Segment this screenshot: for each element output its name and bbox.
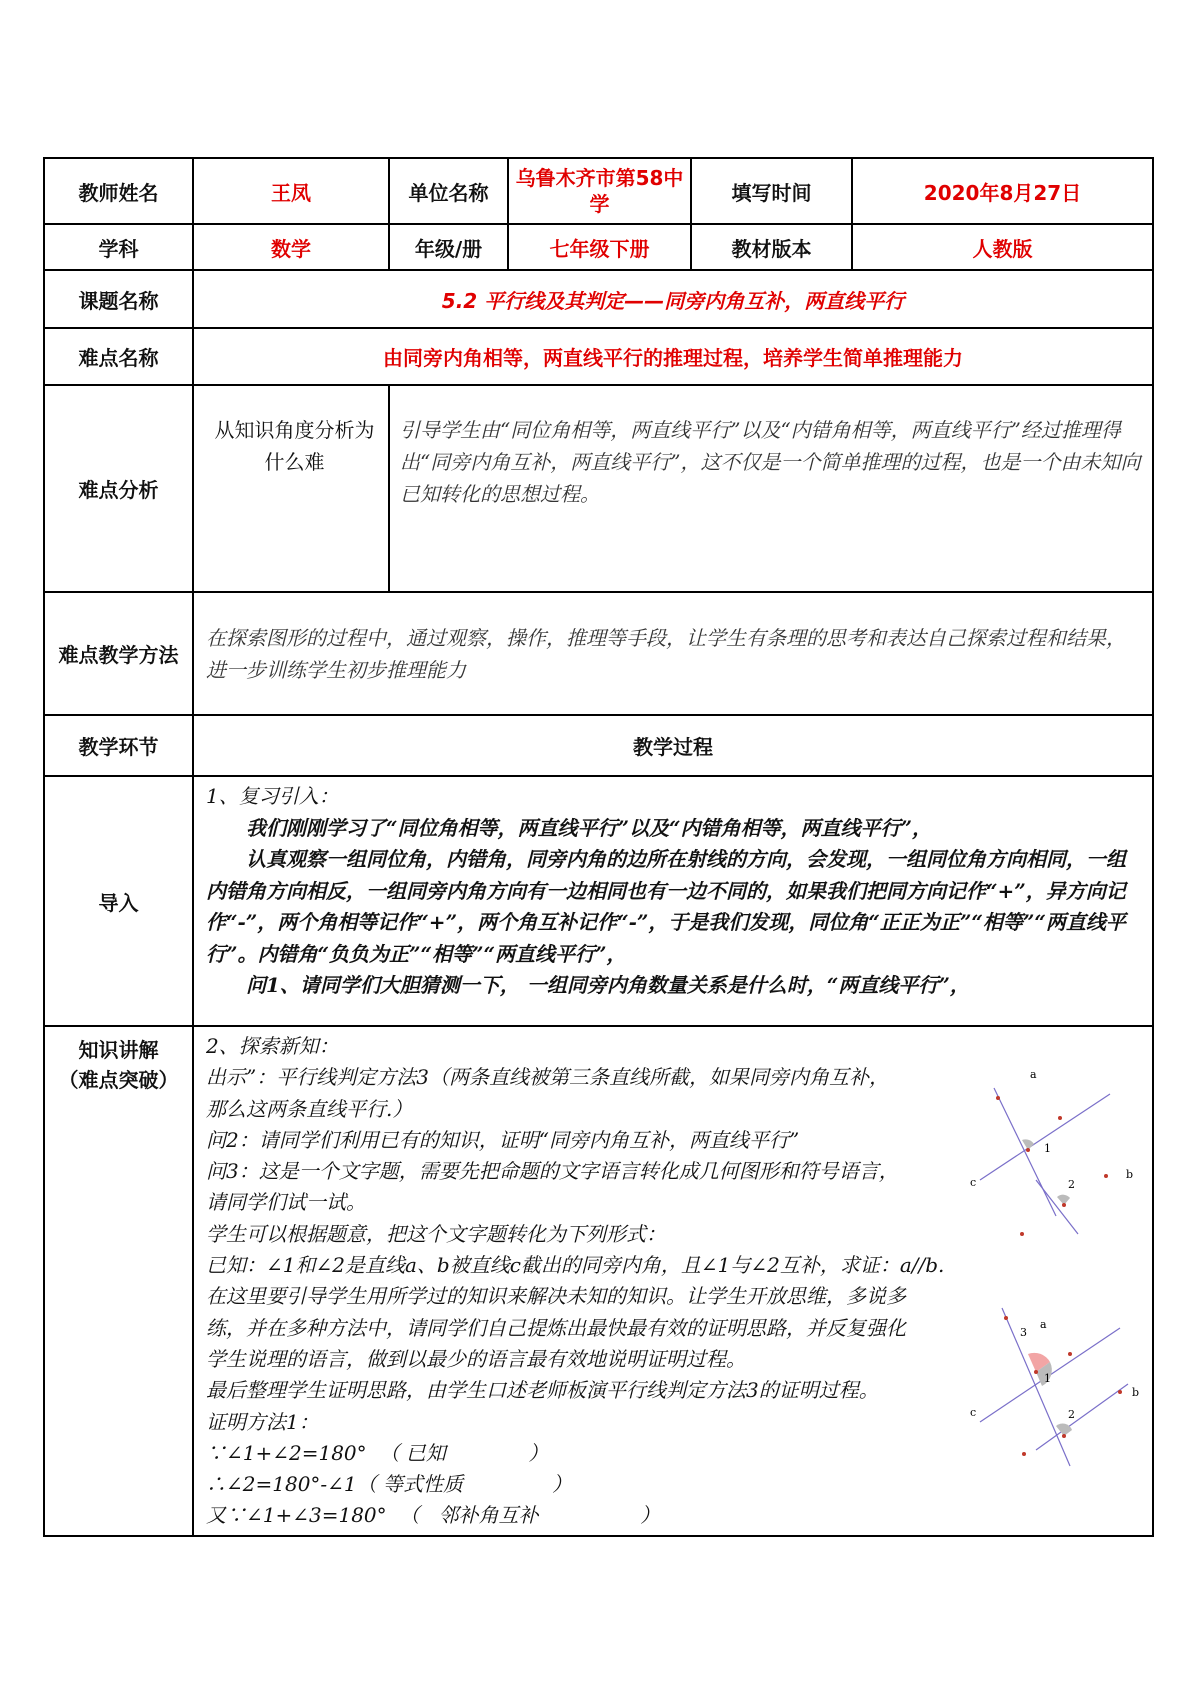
line-c — [980, 1094, 1110, 1180]
intro-line-1: 1、复习引入： — [206, 784, 339, 808]
knowledge-line: 出示”：平行线判定方法3（两条直线被第三条直线所截，如果同旁内角互补， — [206, 1065, 889, 1090]
knowledge-line: 证明方法1： — [206, 1409, 319, 1434]
knowledge-line: 学生可以根据题意，把这个文字题转化为下列形式： — [206, 1221, 666, 1246]
point — [1062, 1203, 1066, 1207]
intro-row — [44, 776, 1153, 1026]
analysis-sublabel: 从知识角度分析为什么难 — [201, 385, 389, 592]
knowledge-line: 问3：这是一个文字题，需要先把命题的文字语言转化成几何图形和符号语言， — [206, 1159, 899, 1184]
point — [1062, 1434, 1066, 1438]
fig2-label-c: c — [970, 1406, 977, 1419]
fig1-label-b: b — [1126, 1168, 1134, 1181]
difficulty-row — [44, 328, 1153, 385]
topic-value: 5.2 平行线及其判定——同旁内角互补，两直线平行 — [193, 270, 1153, 328]
intro-label: 导入 — [44, 776, 193, 1026]
edition-label: 教材版本 — [691, 224, 852, 270]
difficulty-value: 由同旁内角相等，两直线平行的推理过程，培养学生简单推理能力 — [193, 328, 1153, 385]
analysis-text: 引导学生由“同位角相等，两直线平行”以及“内错角相等，两直线平行”经过推理得出“同旁内角互补，两直线平行”，这不仅是一个简单推理的过程，也是一个由未知向已知转化的思想过程。 — [389, 385, 1153, 592]
point — [1118, 1390, 1122, 1394]
date-value: 2020年8月27日 — [852, 158, 1153, 224]
knowledge-line: 学生说理的语言，做到以最少的语言最有效地说明证明过程。 — [206, 1346, 746, 1371]
intro-content — [193, 776, 1153, 1026]
knowledge-line: ∴∠2=180°-∠1（ 等式性质 ） — [206, 1472, 573, 1497]
method-text: 在探索图形的过程中，通过观察，操作，推理等手段，让学生有条理的思考和表达自己探索过程和结果，进一步训练学生初步推理能力 — [193, 592, 1153, 715]
point — [1026, 1148, 1030, 1152]
parallel-lines-figure-1 — [960, 1058, 1140, 1238]
analysis-row — [44, 385, 1153, 592]
knowledge-label-2: （难点突破） — [58, 1068, 179, 1092]
line-c — [1036, 1384, 1128, 1450]
point — [1034, 1370, 1038, 1374]
unit-value: 乌鲁木齐市第58中学 — [508, 158, 691, 224]
header-row-1 — [44, 158, 1153, 224]
knowledge-line: 请同学们试一试。 — [206, 1190, 366, 1215]
process-label: 教学环节 — [44, 715, 193, 776]
header-row-2 — [44, 224, 1153, 270]
fig2-label-1: 1 — [1044, 1372, 1051, 1385]
knowledge-label-1: 知识讲解 — [78, 1038, 159, 1062]
fig2-label-3: 3 — [1020, 1326, 1027, 1339]
topic-label: 课题名称 — [44, 270, 193, 328]
knowledge-line: 那么这两条直线平行.） — [206, 1096, 413, 1121]
knowledge-line: ∵∠1+∠2=180° （ 已知 ） — [206, 1440, 549, 1465]
knowledge-line: 练，并在多种方法中，请同学们自己提炼出最快最有效的证明思路，并反复强化 — [206, 1315, 906, 1340]
fig1-label-c: c — [970, 1176, 977, 1189]
parallel-lines-figure-2 — [970, 1298, 1150, 1478]
fig1-label-1: 1 — [1044, 1142, 1051, 1155]
point — [1104, 1174, 1108, 1178]
point — [1022, 1452, 1026, 1456]
teacher-label: 教师姓名 — [44, 158, 193, 224]
method-row — [44, 592, 1153, 715]
process-title: 教学过程 — [193, 715, 1153, 776]
difficulty-label: 难点名称 — [44, 328, 193, 385]
grade-label: 年级/册 — [389, 224, 508, 270]
edition-value: 人教版 — [852, 224, 1153, 270]
fig2-label-a: a — [1040, 1318, 1047, 1331]
intro-line-2: 我们刚刚学习了“同位角相等，两直线平行”以及“内错角相等，两直线平行”， — [246, 815, 933, 840]
topic-row — [44, 270, 1153, 328]
knowledge-label-cell — [44, 1026, 193, 1536]
method-label: 难点教学方法 — [44, 592, 193, 715]
point — [1004, 1316, 1008, 1320]
intro-line-3: 问1、请同学们大胆猜测一下， 一组同旁内角数量关系是什么时，“两直线平行”， — [246, 973, 970, 997]
knowledge-line: 又∵∠1+∠3=180° （ 邻补角互补 ） — [206, 1503, 661, 1528]
knowledge-line: 在这里要引导学生用所学过的知识来解决未知的知识。让学生开放思维，多说多 — [206, 1284, 906, 1309]
line-a — [1002, 1308, 1070, 1466]
grade-value: 七年级下册 — [508, 224, 691, 270]
unit-label: 单位名称 — [389, 158, 508, 224]
point — [1058, 1116, 1062, 1120]
subject-value: 数学 — [193, 224, 389, 270]
date-label: 填写时间 — [691, 158, 852, 224]
fig1-label-a: a — [1030, 1068, 1037, 1081]
knowledge-line: 问2：请同学们利用已有的知识，证明“同旁内角互补，两直线平行” — [206, 1127, 800, 1152]
knowledge-line: 已知：∠1和∠2是直线a、b被直线c截出的同旁内角，且∠1与∠2互补，求证：a//b. — [206, 1253, 945, 1278]
fig1-label-2: 2 — [1068, 1178, 1075, 1191]
analysis-label: 难点分析 — [44, 385, 193, 592]
point — [1020, 1232, 1024, 1236]
knowledge-line: 2、探索新知： — [206, 1034, 339, 1058]
analysis-spacer — [193, 385, 201, 592]
subject-label: 学科 — [44, 224, 193, 270]
point — [996, 1096, 1000, 1100]
process-row — [44, 715, 1153, 776]
fig2-label-2: 2 — [1068, 1408, 1075, 1421]
intro-paragraph: 认真观察一组同位角，内错角，同旁内角的边所在射线的方向，会发现，一组同位角方向相同，一组内错角方向相反，一组同旁内角方向有一边相同也有一边不同的，如果我们把同方向记作“+”，异方向记作“-”，两个角相等记作“+”，两个角互补记作“-”，于是我们发现，同位角“正正为正”“相等”“两直线平行”。内错角“负负为正”“相等”“两直线平行”， — [206, 847, 1126, 966]
point — [1068, 1352, 1072, 1356]
fig2-label-b: b — [1132, 1386, 1140, 1399]
teacher-value: 王凤 — [193, 158, 389, 224]
knowledge-line: 最后整理学生证明思路，由学生口述老师板演平行线判定方法3的证明过程。 — [206, 1378, 879, 1403]
